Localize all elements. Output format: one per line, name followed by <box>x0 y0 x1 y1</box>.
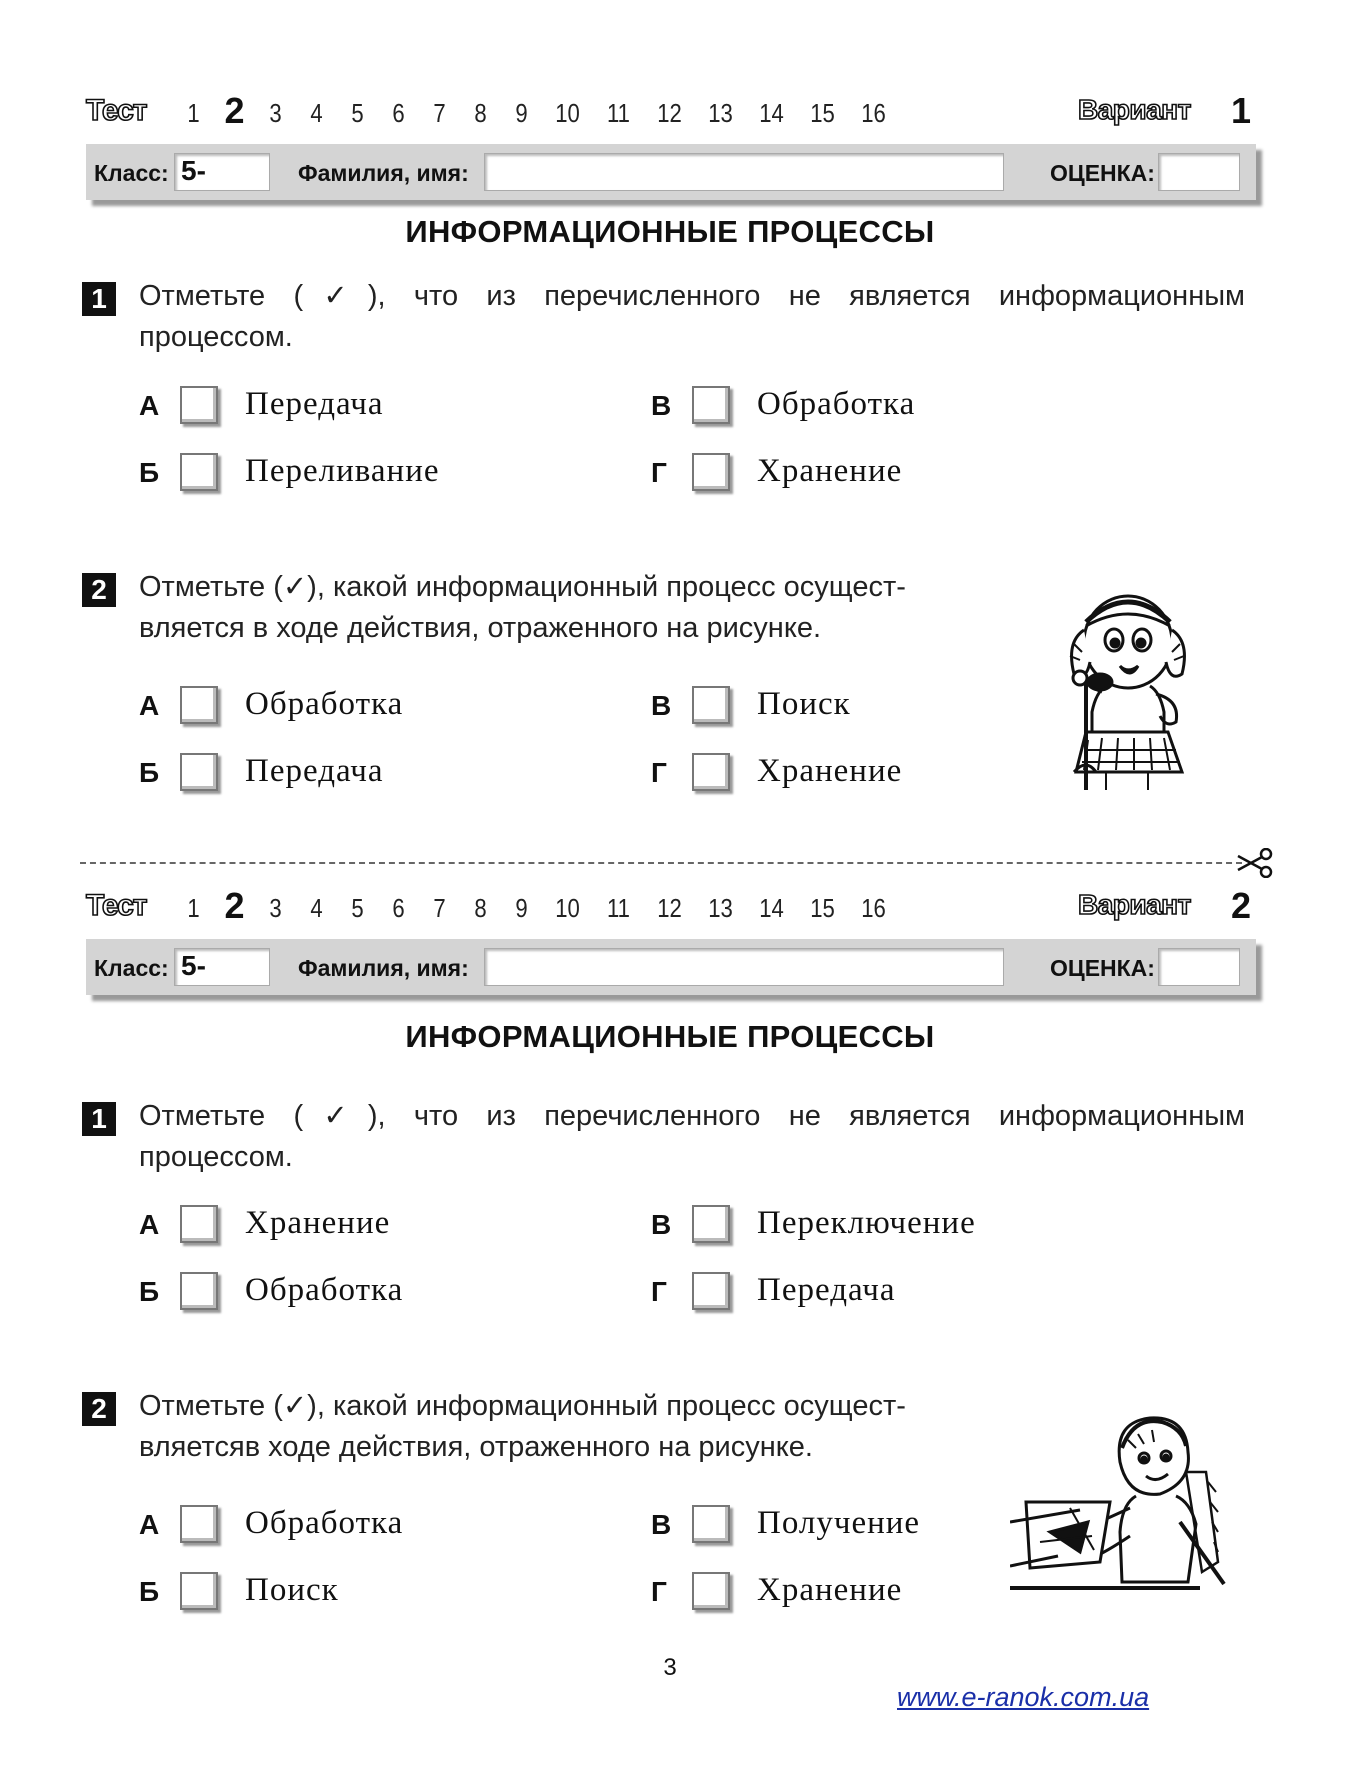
option-text: Передача <box>245 753 384 789</box>
option-letter: Г <box>651 757 667 788</box>
option-letter: В <box>651 390 672 421</box>
class-field[interactable] <box>174 948 270 986</box>
page-number: 3 <box>663 1654 677 1681</box>
test-number: 13 <box>708 98 733 128</box>
test-number: 14 <box>759 98 784 128</box>
answer-checkbox[interactable] <box>180 1205 218 1243</box>
current-test-number: 2 <box>224 90 245 131</box>
question-text-line: процессом. <box>139 1141 293 1173</box>
test-label: Тест <box>86 94 147 127</box>
name-field[interactable] <box>484 948 1004 986</box>
option-text: Поиск <box>245 1572 339 1608</box>
variant-label: Вариант <box>1078 889 1191 920</box>
option-letter: Г <box>651 1276 667 1307</box>
test-label: Тест <box>86 889 147 922</box>
test-number: 10 <box>555 893 580 923</box>
answer-checkbox[interactable] <box>692 1272 730 1310</box>
grade-label: ОЦЕНКА: <box>1050 955 1155 981</box>
page-title: ИНФОРМАЦИОННЫЕ ПРОЦЕССЫ <box>405 214 935 249</box>
class-label: Класс: <box>94 160 169 186</box>
question-number: 2 <box>82 573 116 607</box>
option-text: Хранение <box>245 1205 391 1241</box>
test-numbers <box>173 885 899 927</box>
option-text: Поиск <box>757 686 851 722</box>
test-number: 7 <box>433 893 446 923</box>
option-letter: Б <box>139 757 160 788</box>
answer-checkbox[interactable] <box>180 1572 218 1610</box>
option-text: Переливание <box>245 453 440 489</box>
option-letter: Б <box>139 1276 160 1307</box>
class-label: Класс: <box>94 955 169 981</box>
option-text: Передача <box>757 1272 896 1308</box>
class-value: 5- <box>181 950 206 981</box>
option-text: Переключение <box>757 1205 976 1241</box>
question-text-line: Отметьте (✓), что из перечисленного не является информационным <box>139 1100 1245 1132</box>
option-text: Обработка <box>245 1505 404 1541</box>
option-letter: Г <box>651 457 667 488</box>
answer-checkbox[interactable] <box>180 686 218 724</box>
grade-field[interactable] <box>1158 948 1240 986</box>
option-text: Обработка <box>245 1272 404 1308</box>
test-number: 6 <box>392 98 405 128</box>
test-number: 5 <box>351 98 364 128</box>
option-text: Хранение <box>757 1572 903 1608</box>
question-text-line: процессом. <box>139 321 293 353</box>
answer-checkbox[interactable] <box>180 1272 218 1310</box>
option-letter: Г <box>651 1576 667 1607</box>
option-text: Передача <box>245 386 384 422</box>
variant-number: 1 <box>1231 90 1252 131</box>
variant-number: 2 <box>1231 885 1252 926</box>
test-number: 4 <box>310 98 323 128</box>
test-numbers <box>173 90 899 132</box>
scissors-icon <box>1236 848 1276 878</box>
test-number: 9 <box>515 98 528 128</box>
class-value: 5- <box>181 155 206 186</box>
answer-checkbox[interactable] <box>692 1505 730 1543</box>
test-header <box>86 887 1266 933</box>
answer-checkbox[interactable] <box>180 453 218 491</box>
option-text: Хранение <box>757 753 903 789</box>
page-title: ИНФОРМАЦИОННЫЕ ПРОЦЕССЫ <box>405 1019 935 1054</box>
girl-singing-illustration <box>1056 582 1226 792</box>
test-number: 16 <box>861 98 886 128</box>
test-number: 15 <box>810 893 835 923</box>
answer-checkbox[interactable] <box>692 686 730 724</box>
test-number: 14 <box>759 893 784 923</box>
test-number: 1 <box>187 893 200 923</box>
current-test-number: 2 <box>224 885 245 926</box>
name-label: Фамилия, имя: <box>298 160 469 186</box>
test-header <box>86 92 1266 138</box>
name-label: Фамилия, имя: <box>298 955 469 981</box>
option-letter: В <box>651 1209 672 1240</box>
student-info-bar <box>86 144 1256 200</box>
question-text-line: вляетсяв ходе действия, отраженного на рисунке. <box>139 1431 813 1463</box>
boy-drawing-illustration <box>1010 1412 1230 1612</box>
test-number: 12 <box>657 893 682 923</box>
test-number: 8 <box>474 98 487 128</box>
test-number: 7 <box>433 98 446 128</box>
answer-checkbox[interactable] <box>692 1205 730 1243</box>
test-number: 12 <box>657 98 682 128</box>
test-number: 16 <box>861 893 886 923</box>
question-number: 2 <box>82 1392 116 1426</box>
test-number: 6 <box>392 893 405 923</box>
option-letter: В <box>651 1509 672 1540</box>
test-number: 8 <box>474 893 487 923</box>
test-number: 1 <box>187 98 200 128</box>
cut-line <box>80 862 1242 864</box>
answer-checkbox[interactable] <box>692 453 730 491</box>
option-letter: Б <box>139 457 160 488</box>
name-field[interactable] <box>484 153 1004 191</box>
answer-checkbox[interactable] <box>180 1505 218 1543</box>
question-number: 1 <box>82 282 116 316</box>
answer-checkbox[interactable] <box>180 386 218 424</box>
option-text: Обработка <box>245 686 404 722</box>
test-number: 3 <box>269 893 282 923</box>
option-letter: А <box>139 1509 160 1540</box>
variant-label: Вариант <box>1078 94 1191 125</box>
question-number: 1 <box>82 1102 116 1136</box>
question-text-line: Отметьте (✓), какой информационный процесс осущест- <box>139 571 906 603</box>
test-number: 10 <box>555 98 580 128</box>
answer-checkbox[interactable] <box>692 386 730 424</box>
grade-label: ОЦЕНКА: <box>1050 160 1155 186</box>
grade-field[interactable] <box>1158 153 1240 191</box>
answer-checkbox[interactable] <box>692 753 730 791</box>
student-info-bar <box>86 939 1256 995</box>
test-number: 9 <box>515 893 528 923</box>
website-link[interactable]: www.e-ranok.com.ua <box>897 1682 1150 1712</box>
test-number: 3 <box>269 98 282 128</box>
option-letter: В <box>651 690 672 721</box>
option-letter: А <box>139 690 160 721</box>
option-letter: А <box>139 1209 160 1240</box>
question-text-line: вляется в ходе действия, отраженного на рисунке. <box>139 612 822 644</box>
option-text: Получение <box>757 1505 921 1541</box>
test-number: 11 <box>607 98 630 128</box>
option-letter: А <box>139 390 160 421</box>
option-text: Хранение <box>757 453 903 489</box>
answer-checkbox[interactable] <box>692 1572 730 1610</box>
class-field[interactable] <box>174 153 270 191</box>
answer-checkbox[interactable] <box>180 753 218 791</box>
test-number: 15 <box>810 98 835 128</box>
question-text-line: Отметьте (✓), что из перечисленного не является информационным <box>139 280 1245 312</box>
test-number: 13 <box>708 893 733 923</box>
option-letter: Б <box>139 1576 160 1607</box>
test-number: 4 <box>310 893 323 923</box>
question-text-line: Отметьте (✓), какой информационный процесс осущест- <box>139 1390 906 1422</box>
test-number: 5 <box>351 893 364 923</box>
option-text: Обработка <box>757 386 916 422</box>
test-number: 11 <box>607 893 630 923</box>
